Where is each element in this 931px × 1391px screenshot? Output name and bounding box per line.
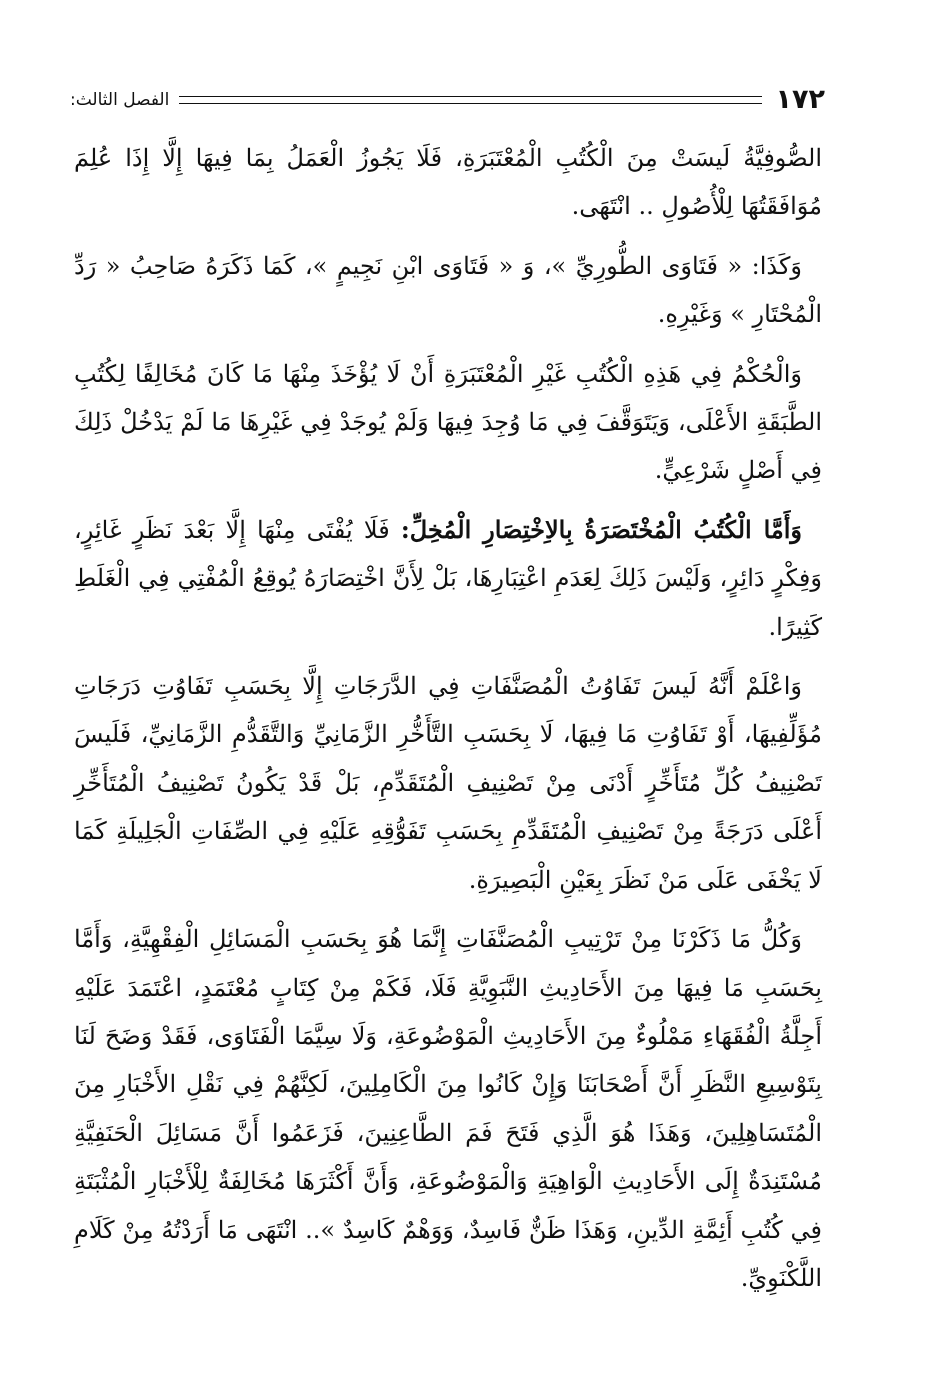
running-header	[70, 84, 825, 116]
paragraph-4-heading: وَأَمَّا الْكُتُبُ الْمُخْتَصَرَةُ بِالاِخْتِصَارِ الْمُخِلِّ:	[400, 514, 802, 544]
page-number: ١٧٢	[775, 84, 825, 115]
paragraph-5: وَاعْلَمْ أَنَّهُ لَيسَ تَفَاوُتُ الْمُصَنَّفَاتِ فِي الدَّرَجَاتِ إِلَّا بِحَسَبِ تَفَاوُتِ دَرَجَاتِ مُؤَلِّفِيهَا، أَوْ تَفَاوُتِ مَا فِيهَا، لَا بِحَسَبِ التَّأَخُّرِ الزَّمَانِيِّ وَالتَّقَدُّمِ الزَّمَانِيِّ، فَلَيسَ تَصْنِيفُ كُلِّ مُتَأَخِّرٍ أَدْنَى مِنْ تَصْنِيفِ الْمُتَقَدِّمِ، بَلْ قَدْ يَكُونُ تَصْنِيفُ الْمُتَأَخِّرِ أَعْلَى دَرَجَةً مِنْ تَصْنِيفِ الْمُتَقَدِّمِ بِحَسَبِ تَفَوُّقِهِ عَلَيْهِ فِي الصِّفَاتِ الْجَلِيلَةِ كَمَا لَا يَخْفَى عَلَى مَنْ نَظَرَ بِعَيْنِ الْبَصِيرَةِ.	[74, 672, 822, 894]
paragraph-2: وَكَذَا: « فَتَاوَى الطُّورِيِّ »، وَ « فَتَاوَى ابْنِ نَجِيمٍ »، كَمَا ذَكَرَهُ صَاحِبُ « رَدِّ الْمُحْتَارِ » وَغَيْرِهِ.	[74, 251, 822, 329]
paragraph-3: وَالْحُكْمُ فِي هَذِهِ الْكُتُبِ غَيْرِ الْمُعْتَبَرَةِ أَنْ لَا يُؤْخَذَ مِنْهَا مَا كَانَ مُخَالِفًا لِكُتُبِ الطَّبَقَةِ الأَعْلَى، وَيَتَوَقَّفَ فِي مَا وُجِدَ فِيهَا وَلَمْ يُوجَدْ فِي غَيْرِهَا مَا لَمْ يَدْخُلْ ذَلِكَ فِي أَصْلٍ شَرْعِيٍّ.	[74, 359, 822, 485]
paragraph-4-text: فَلَا يُفْتَى مِنْهَا إِلَّا بَعْدَ نَظَرٍ غَائِرٍ، وَفِكْرٍ دَائِرٍ، وَلَيْسَ ذَلِكَ لِعَدَمِ اعْتِبَارِهَا، بَلْ لِأَنَّ اخْتِصَارَهُ يُوقِعُ الْمُفْتِي فِي الْغَلَطِ كَثِيرًا.	[74, 515, 822, 641]
paragraph-6: وَكُلُّ مَا ذَكَرْنَا مِنْ تَرْتِيبِ الْمُصَنَّفَاتِ إِنَّمَا هُوَ بِحَسَبِ الْمَسَائِلِ الْفِقْهِيَّةِ، وَأَمَّا بِحَسَبِ مَا فِيهَا مِنَ الأَحَادِيثِ النَّبَوِيَّةِ فَلَا، فَكَمْ مِنْ كِتَابٍ مُعْتَمَدٍ، اعْتَمَدَ عَلَيْهِ أَجِلَّةُ الْفُقَهَاءِ مَمْلُوءٌ مِنَ الأَحَادِيثِ الْمَوْضُوعَةِ، وَلَا سِيَّمَا الْفَتَاوَى، فَقَدْ وَضَحَ لَنَا بِتَوْسِيعِ النَّظَرِ أَنَّ أَصْحَابَنَا وَإِنْ كَانُوا مِنَ الْكَامِلِينَ، لَكِنَّهُمْ فِي نَقْلِ الأَخْبَارِ مِنَ الْمُتَسَاهِلِينَ، وَهَذَا هُوَ الَّذِي فَتَحَ فَمَ الطَّاعِنِينَ، فَزَعَمُوا أَنَّ مَسَائِلَ الْحَنَفِيَّةِ مُسْتَنِدَةٌ إِلَى الأَحَادِيثِ الْوَاهِيَةِ وَالْمَوْضُوعَةِ، وَأَنَّ أَكْثَرَهَا مُخَالِفَةٌ لِلْأَخْبَارِ الْمُثْبَتَةِ فِي كُتُبِ أَئِمَّةِ الدِّينِ، وَهَذَا ظَنٌّ فَاسِدٌ، وَوَهْمٌ كَاسِدٌ ».. انْتَهَى مَا أَرَدْتُهُ مِنْ كَلَامِ اللَّكْنَوِيِّ.	[74, 925, 822, 1292]
header-rule	[179, 96, 761, 104]
body-text	[74, 134, 822, 1313]
paragraph-4	[74, 506, 822, 651]
chapter-title: الفصل الثالث:	[70, 90, 170, 110]
paragraph-1: الصُّوفِيَّةُ لَيسَتْ مِنَ الْكُتُبِ الْمُعْتَبَرَةِ، فَلَا يَجُوزُ الْعَمَلُ بِمَا فِيهَا إِلَّا إِذَا عُلِمَ مُوَافَقَتُهَا لِلْأُصُولِ .. انْتَهَى.	[74, 144, 822, 221]
